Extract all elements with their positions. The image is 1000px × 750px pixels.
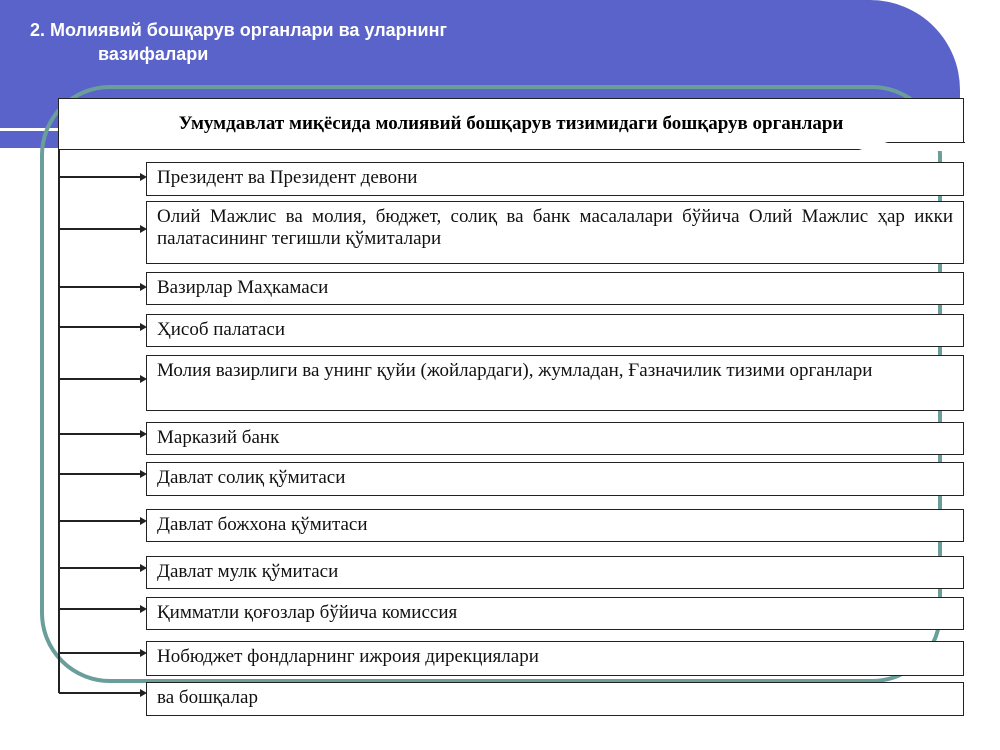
org-label: Нобюджет фондларнинг ижроия дирекциялари	[157, 646, 539, 667]
org-box-cabinet	[146, 272, 964, 305]
org-label: Президент ва Президент девони	[157, 167, 418, 188]
slide-title	[30, 18, 447, 66]
org-box-others	[146, 682, 964, 716]
connector-arrow	[59, 473, 145, 475]
org-label: ва бошқалар	[157, 687, 258, 708]
connector-arrow	[59, 520, 145, 522]
slide-title-line2: вазифалари	[98, 44, 209, 64]
org-label: Олий Мажлис ва молия, бюджет, солиқ ва банк масалалари бўйича Олий Мажлис ҳар икки палатасининг тегишли қўмиталари	[157, 206, 953, 249]
org-box-customs-committee	[146, 509, 964, 542]
org-box-president	[146, 162, 964, 196]
connector-arrow	[59, 378, 145, 380]
root-box-fold	[855, 142, 965, 151]
org-box-tax-committee	[146, 462, 964, 496]
org-label: Ҳисоб палатаси	[157, 319, 285, 340]
connector-spine	[58, 150, 60, 693]
connector-arrow	[59, 286, 145, 288]
connector-arrow	[59, 176, 145, 178]
org-box-property-committee	[146, 556, 964, 589]
connector-arrow	[59, 433, 145, 435]
connector-arrow	[59, 326, 145, 328]
org-label: Молия вазирлиги ва унинг қуйи (жойлардаги), жумладан, Ғазначилик тизими органлари	[157, 360, 873, 381]
connector-arrow	[59, 652, 145, 654]
org-label: Қимматли қоғозлар бўйича комиссия	[157, 602, 458, 623]
org-box-securities-commission	[146, 597, 964, 630]
root-label: Умумдавлат миқёсида молиявий бошқарув тизимидаги бошқарув органлари	[178, 113, 844, 134]
org-label: Давлат мулк қўмитаси	[157, 561, 339, 582]
org-box-finance-ministry	[146, 355, 964, 411]
org-label: Давлат божхона қўмитаси	[157, 514, 368, 535]
connector-arrow	[59, 567, 145, 569]
org-box-extrabudgetary-funds	[146, 641, 964, 676]
org-label: Вазирлар Маҳкамаси	[157, 277, 329, 298]
connector-arrow	[59, 228, 145, 230]
root-box	[58, 98, 964, 150]
org-box-accounts-chamber	[146, 314, 964, 347]
org-box-central-bank	[146, 422, 964, 455]
slide-title-line1: 2. Молиявий бошқарув органлари ва уларнинг	[30, 20, 447, 40]
org-box-oliy-majlis	[146, 201, 964, 264]
connector-arrow	[59, 608, 145, 610]
org-label: Давлат солиқ қўмитаси	[157, 467, 346, 488]
connector-arrow	[59, 692, 145, 694]
org-label: Марказий банк	[157, 427, 280, 448]
